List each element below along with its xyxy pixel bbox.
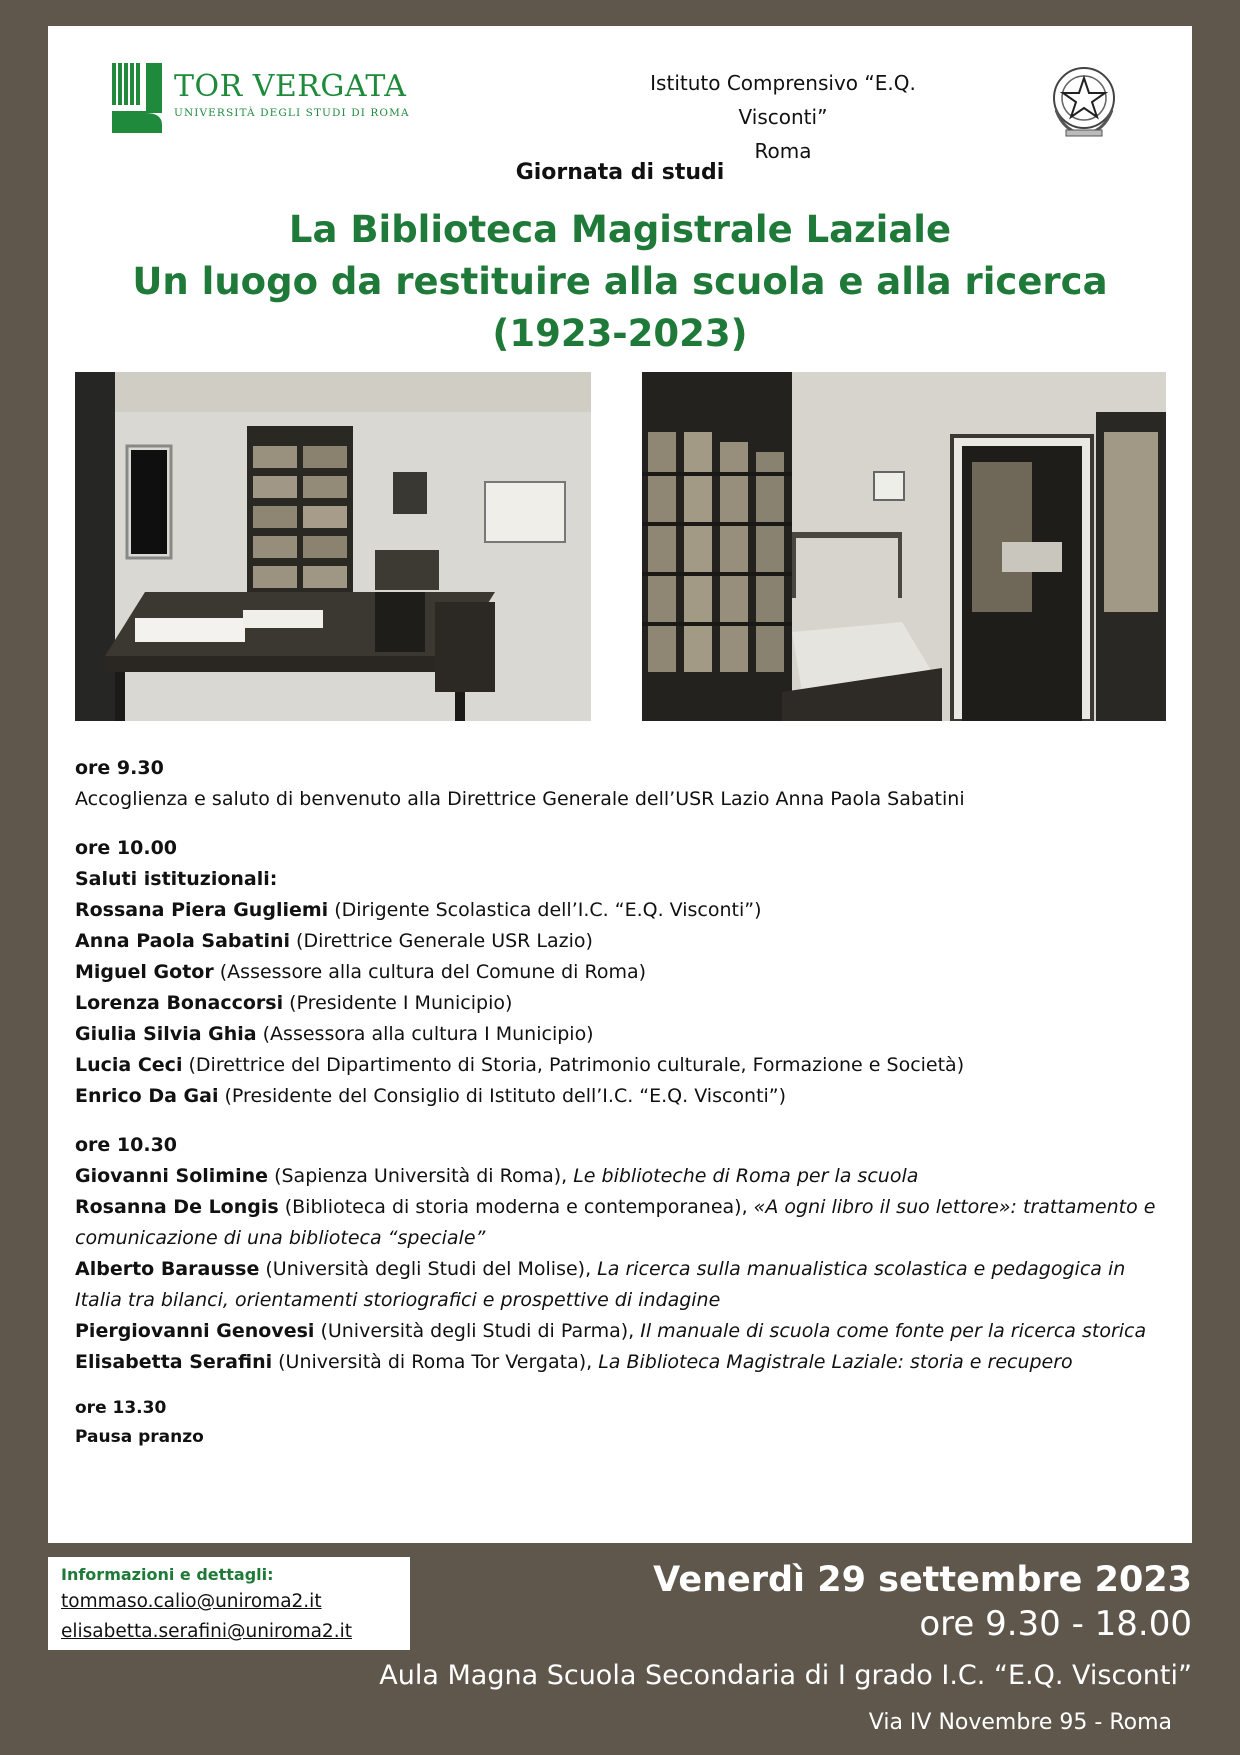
institute-city: Roma — [754, 139, 812, 163]
list-item: Anna Paola Sabatini (Direttrice Generale USR Lazio) — [75, 930, 593, 952]
talk-item: Alberto Barausse (Università degli Studi del Molise), La ricerca sulla manualistica scolastica e pedagogica in Italia tra bilanci, orientamenti storiografici e prospettive di indagine — [75, 1258, 1126, 1311]
email-link-1[interactable]: tommaso.calio@uniroma2.it — [61, 1591, 322, 1612]
title-line-2: Un luogo da restituire alla scuola e alla ricerca — [132, 260, 1108, 303]
welcome-text: Accoglienza e saluto di benvenuto alla Direttrice Generale dell’USR Lazio Anna Paola Sabatini — [75, 788, 965, 810]
list-item: Rossana Piera Gugliemi (Dirigente Scolastica dell’I.C. “E.Q. Visconti”) — [75, 899, 762, 921]
time-s3: ore 10.30 — [75, 1134, 178, 1156]
title-line-1: La Biblioteca Magistrale Laziale — [288, 208, 952, 251]
event-kind: Giornata di studi — [515, 160, 725, 185]
talk-item: Piergiovanni Genovesi (Università degli Studi di Parma), Il manuale di scuola come fonte per la ricerca storica — [75, 1320, 1147, 1342]
info-box — [48, 1557, 410, 1650]
university-name: TOR VERGATA — [174, 69, 407, 104]
title-line-3: (1923-2023) — [492, 312, 748, 355]
institute-name: Istituto Comprensivo “E.Q. Visconti” — [650, 71, 916, 129]
library-photo-left — [75, 372, 591, 721]
event-venue: Aula Magna Scuola Secondaria di I grado I.C. “E.Q. Visconti” — [379, 1660, 1192, 1691]
talk-item: Elisabetta Serafini (Università di Roma Tor Vergata), La Biblioteca Magistrale Laziale: storia e recupero — [75, 1351, 1073, 1373]
university-subtitle: UNIVERSITÀ DEGLI STUDI DI ROMA — [174, 107, 410, 119]
lunch-break: Pausa pranzo — [75, 1427, 204, 1447]
event-address: Via IV Novembre 95 - Roma — [868, 1710, 1172, 1735]
italian-republic-emblem-icon — [1044, 60, 1124, 140]
event-title — [48, 204, 1192, 360]
talk-item: Giovanni Solimine (Sapienza Università di Roma), Le biblioteche di Roma per la scuola — [75, 1165, 919, 1187]
email-link-2[interactable]: elisabetta.serafini@uniroma2.it — [61, 1621, 352, 1642]
info-title: Informazioni e dettagli: — [61, 1565, 274, 1584]
library-photo-right — [642, 372, 1166, 721]
time-s4: ore 13.30 — [75, 1398, 167, 1418]
list-item: Giulia Silvia Ghia (Assessora alla cultura I Municipio) — [75, 1023, 594, 1045]
greetings-heading: Saluti istituzionali: — [75, 868, 278, 890]
list-item: Lorenza Bonaccorsi (Presidente I Municipio) — [75, 992, 513, 1014]
program — [75, 753, 1165, 1452]
event-date: Venerdì 29 settembre 2023 — [653, 1560, 1192, 1600]
list-item: Miguel Gotor (Assessore alla cultura del Comune di Roma) — [75, 961, 647, 983]
time-s2: ore 10.00 — [75, 837, 178, 859]
tor-vergata-logo — [112, 63, 412, 137]
talk-item: Rosanna De Longis (Biblioteca di storia moderna e contemporanea), «A ogni libro il suo lettore»: trattamento e comunicazione di una biblioteca “speciale” — [75, 1196, 1156, 1249]
institute-heading — [618, 66, 948, 168]
list-item: Lucia Ceci (Direttrice del Dipartimento di Storia, Patrimonio culturale, Formazione e Società) — [75, 1054, 965, 1076]
tor-vergata-mark-icon — [112, 63, 168, 133]
poster-sheet — [48, 26, 1192, 1543]
time-s1: ore 9.30 — [75, 757, 164, 779]
list-item: Enrico Da Gai (Presidente del Consiglio di Istituto dell’I.C. “E.Q. Visconti”) — [75, 1085, 787, 1107]
event-hours: ore 9.30 - 18.00 — [919, 1604, 1192, 1644]
